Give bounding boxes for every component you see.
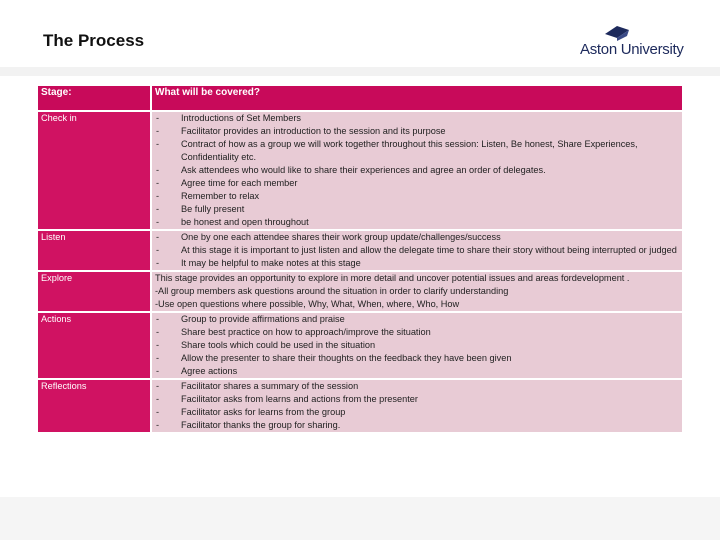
explore-line: -Use open questions where possible, Why, What, When, where, Who, How (155, 299, 460, 309)
stage-cell: Explore (38, 272, 150, 311)
content-cell (152, 272, 682, 311)
logo-mark-icon (603, 24, 631, 42)
list-item: - Share best practice on how to approach/improve the situation (155, 326, 679, 339)
list-item: - Group to provide affirmations and praise (155, 313, 679, 326)
stage-column-header: Stage: (38, 86, 150, 110)
list-item: - Ask attendees who would like to share their experiences and agree an order of delegates. (155, 164, 679, 177)
table-row-check-in (38, 112, 682, 229)
list-item: - Agree actions (155, 365, 679, 378)
list-item: - Allow the presenter to share their thoughts on the feedback they have been given (155, 352, 679, 365)
table-row-listen (38, 231, 682, 270)
list-item: - Agree time for each member (155, 177, 679, 190)
content-cell (152, 380, 682, 432)
table-row-explore (38, 272, 682, 311)
list-item: - Facilitator thanks the group for sharing. (155, 419, 679, 432)
header-band (0, 67, 720, 76)
stage-cell: Actions (38, 313, 150, 378)
list-item: - One by one each attendee shares their work group update/challenges/success (155, 231, 679, 244)
list-item: - Facilitator asks for learns from the group (155, 406, 679, 419)
bullet-list (155, 231, 679, 270)
aston-university-logo (580, 24, 695, 64)
content-cell (152, 112, 682, 229)
list-item: - be honest and open throughout (155, 216, 679, 229)
table-header-row (38, 86, 682, 110)
footer-band (0, 497, 720, 540)
list-item: - Be fully present (155, 203, 679, 216)
content-column-header: What will be covered? (152, 86, 682, 110)
table-row-reflections (38, 380, 682, 432)
list-item: - It may be helpful to make notes at this stage (155, 257, 679, 270)
stage-cell: Reflections (38, 380, 150, 432)
list-item: - Introductions of Set Members (155, 112, 679, 125)
content-cell (152, 313, 682, 378)
slide-title: The Process (43, 31, 145, 50)
bullet-list (155, 380, 679, 432)
content-cell (152, 231, 682, 270)
stage-cell: Check in (38, 112, 150, 229)
explore-line: -All group members ask questions around the situation in order to clarify understanding (155, 286, 509, 296)
explore-paragraph: This stage provides an opportunity to explore in more detail and uncover potential issues and areas fordevelopment . (155, 273, 630, 283)
list-item: - Facilitator provides an introduction to the session and its purpose (155, 125, 679, 138)
bullet-list (155, 112, 679, 229)
bullet-list (155, 313, 679, 378)
table-row-actions (38, 313, 682, 378)
process-table (36, 84, 684, 434)
logo-text: Aston University (580, 41, 684, 58)
list-item: - Remember to relax (155, 190, 679, 203)
list-item: - Facilitator asks from learns and actions from the presenter (155, 393, 679, 406)
stage-cell: Listen (38, 231, 150, 270)
list-item: - At this stage it is important to just listen and allow the delegate time to share their story without being interrupted or judged (155, 244, 679, 257)
list-item: - Facilitator shares a summary of the session (155, 380, 679, 393)
list-item: - Share tools which could be used in the situation (155, 339, 679, 352)
list-item: - Contract of how as a group we will work together throughout this session: Listen, Be honest, Share Experiences, Confidentiality etc. (155, 138, 679, 164)
